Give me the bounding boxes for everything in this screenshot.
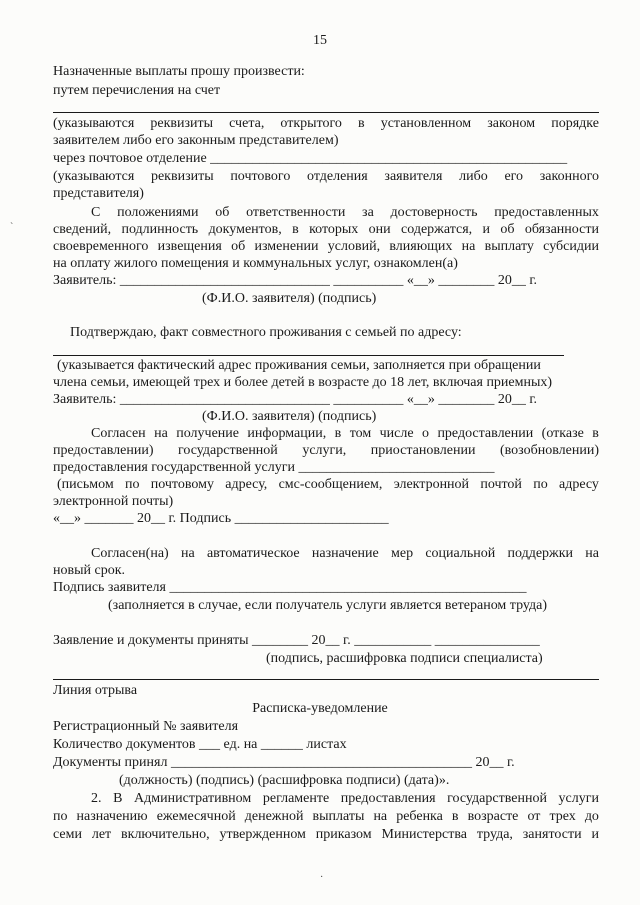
word: установленном bbox=[380, 116, 472, 131]
word: ответственности bbox=[246, 205, 346, 220]
address-note-line-1: (указывается фактический адрес проживания семьи, заполняется при обращении bbox=[57, 358, 541, 373]
word: почтового bbox=[230, 169, 291, 184]
word: денежной bbox=[244, 809, 304, 824]
word: документов, bbox=[208, 222, 282, 237]
word: в bbox=[592, 426, 599, 441]
page-number: 15 bbox=[313, 33, 327, 48]
word: на bbox=[154, 426, 168, 441]
word: за bbox=[362, 205, 374, 220]
word: услуги bbox=[558, 791, 599, 806]
word: изменении bbox=[254, 239, 319, 254]
word: (указываются bbox=[53, 116, 135, 131]
word: регламенте bbox=[262, 791, 330, 806]
word: на bbox=[373, 809, 388, 824]
post-office-line: через почтовое отделение ___________________________________________________ bbox=[53, 151, 568, 166]
word: числе bbox=[379, 426, 414, 441]
word: и bbox=[482, 222, 490, 237]
word: трех bbox=[549, 809, 576, 824]
word: отделения bbox=[307, 169, 368, 184]
word: 2. bbox=[91, 791, 102, 806]
word: в bbox=[451, 809, 459, 824]
word: почтой bbox=[480, 477, 522, 492]
auto-assign-line-2: новый срок. bbox=[53, 563, 126, 578]
word: влияющих bbox=[389, 239, 453, 254]
word: в bbox=[357, 116, 365, 131]
documents-received-line: Документы принял ___________________________________________ 20__ г. bbox=[53, 755, 515, 770]
word: в bbox=[292, 222, 299, 237]
word: по bbox=[124, 477, 140, 492]
word: предоставления bbox=[340, 791, 436, 806]
word: условий, bbox=[327, 239, 381, 254]
word: законом bbox=[487, 116, 536, 131]
word: адресу, bbox=[225, 477, 268, 492]
word: положениями bbox=[117, 205, 199, 220]
word: Согласен bbox=[91, 426, 146, 441]
word: законного bbox=[539, 169, 599, 184]
mail-note-line-2: электронной почты) bbox=[53, 494, 174, 509]
auto-assign-line-1 bbox=[91, 546, 599, 562]
paragraph-2-line-1 bbox=[91, 791, 599, 807]
word: В bbox=[113, 791, 123, 806]
word: об bbox=[231, 239, 246, 254]
document-count-line: Количество документов ___ ед. на ______ листах bbox=[53, 737, 347, 752]
consent-line-3: предоставления государственной услуги ____________________________ bbox=[53, 460, 495, 475]
word: приказом bbox=[315, 827, 372, 842]
word: автоматическое bbox=[206, 546, 300, 561]
paragraph-2-line-2 bbox=[53, 809, 599, 825]
word: Согласен(на) bbox=[91, 546, 169, 561]
word: содержатся, bbox=[401, 222, 473, 237]
responsibility-line-3 bbox=[53, 239, 599, 255]
word: включительно, bbox=[121, 827, 210, 842]
word: субсидии bbox=[543, 239, 599, 254]
word: выплаты bbox=[312, 809, 365, 824]
word: извещения bbox=[157, 239, 222, 254]
word: государственной bbox=[178, 443, 278, 458]
paragraph-2-line-3 bbox=[53, 827, 599, 843]
word: либо bbox=[459, 169, 488, 184]
word: обязанности bbox=[524, 222, 599, 237]
word: открытого bbox=[280, 116, 342, 131]
word: своевременного bbox=[53, 239, 149, 254]
address-note-line-2: члена семьи, имеющей трех и более детей в возрасте до 18 лет, включая приемных) bbox=[53, 375, 553, 390]
word: заявителя bbox=[384, 169, 443, 184]
word: на bbox=[461, 239, 476, 254]
word: предоставлении) bbox=[53, 443, 154, 458]
address-blank-line bbox=[53, 355, 564, 356]
word: об bbox=[500, 222, 515, 237]
word: назначение bbox=[311, 546, 379, 561]
word: об bbox=[215, 205, 230, 220]
word: на bbox=[180, 546, 195, 561]
date-signature-line: «__» _______ 20__ г. Подпись ______________________ bbox=[53, 511, 389, 526]
word: ребенка bbox=[396, 809, 443, 824]
word: смс-сообщением, bbox=[278, 477, 383, 492]
word: от bbox=[527, 809, 541, 824]
word: (отказе bbox=[541, 426, 584, 441]
documents-accepted-caption: (подпись, расшифровка подписи специалиста) bbox=[266, 651, 543, 666]
word: семи bbox=[53, 827, 82, 842]
word: Министерства bbox=[381, 827, 467, 842]
word: электронной bbox=[393, 477, 470, 492]
word: поддержки bbox=[507, 546, 574, 561]
receipt-title: Расписка-уведомление bbox=[252, 701, 388, 716]
word: Административном bbox=[134, 791, 252, 806]
documents-accepted-line: Заявление и документы приняты ________ 20__ г. ___________ _______________ bbox=[53, 633, 540, 648]
cut-line-label: Линия отрыва bbox=[53, 683, 138, 698]
word: информации, bbox=[247, 426, 327, 441]
word: достоверность bbox=[390, 205, 478, 220]
word: лет bbox=[91, 827, 112, 842]
word: о bbox=[422, 426, 430, 441]
word: счета, bbox=[229, 116, 265, 131]
scan-speck: · bbox=[320, 872, 324, 883]
word: С bbox=[91, 205, 101, 220]
payout-line-2: путем перечисления на счет bbox=[53, 83, 221, 98]
word: возрасте bbox=[467, 809, 519, 824]
scan-speck: ` bbox=[10, 222, 14, 233]
word: по bbox=[53, 809, 68, 824]
responsibility-line-4: на оплату жилого помещения и коммунальных услуг, ознакомлен(а) bbox=[53, 256, 458, 271]
documents-received-caption: (должность) (подпись) (расшифровка подписи) (дата)». bbox=[119, 773, 450, 788]
word: приостановлении bbox=[370, 443, 476, 458]
word: том bbox=[349, 426, 372, 441]
word: до bbox=[584, 809, 599, 824]
word: реквизиты bbox=[150, 169, 214, 184]
word: назначению bbox=[76, 809, 148, 824]
word: труда, bbox=[476, 827, 513, 842]
word: сведений, bbox=[53, 222, 112, 237]
applicant-signature-line-1: Заявитель: ______________________________ __________ «__» ________ 20__ г. bbox=[53, 273, 538, 288]
veteran-note: (заполняется в случае, если получатель услуги является ветераном труда) bbox=[108, 598, 548, 613]
word: утвержденном bbox=[219, 827, 306, 842]
applicant-signature-line-3: Подпись заявителя ___________________________________________________ bbox=[53, 580, 527, 595]
word: и bbox=[591, 827, 599, 842]
word: предоставленных bbox=[494, 205, 599, 220]
word: по bbox=[533, 477, 548, 492]
word: в bbox=[334, 426, 342, 441]
cohabitation-confirm: Подтверждаю, факт совместного проживания с семьей по адресу: bbox=[70, 325, 462, 340]
word: на bbox=[585, 546, 599, 561]
account-note-line-1 bbox=[53, 116, 599, 132]
word: ежемесячной bbox=[156, 809, 236, 824]
word: социальной bbox=[425, 546, 496, 561]
word: они bbox=[368, 222, 391, 237]
account-blank-line bbox=[53, 112, 599, 113]
word: (указываются bbox=[53, 169, 135, 184]
applicant-signature-caption-2: (Ф.И.О. заявителя) (подпись) bbox=[202, 409, 377, 424]
word: выплату bbox=[484, 239, 534, 254]
word: мер bbox=[391, 546, 414, 561]
word: государственной bbox=[447, 791, 547, 806]
applicant-signature-caption-1: (Ф.И.О. заявителя) (подпись) bbox=[202, 291, 377, 306]
word: его bbox=[504, 169, 524, 184]
word: занятости bbox=[522, 827, 582, 842]
word: услуги, bbox=[302, 443, 347, 458]
word: получение bbox=[176, 426, 239, 441]
cut-line-rule bbox=[53, 679, 599, 680]
consent-line-1 bbox=[91, 426, 599, 442]
word: реквизиты bbox=[150, 116, 214, 131]
responsibility-line-2 bbox=[53, 222, 599, 238]
registration-number-line: Регистрационный № заявителя bbox=[53, 719, 239, 734]
post-note-line-1 bbox=[53, 169, 599, 185]
word: которых bbox=[309, 222, 359, 237]
mail-note-line-1 bbox=[57, 477, 599, 493]
payout-line-1: Назначенные выплаты прошу произвести: bbox=[53, 64, 305, 79]
word: порядке bbox=[551, 116, 599, 131]
word: предоставлении bbox=[437, 426, 534, 441]
word: (возобновлении) bbox=[499, 443, 599, 458]
responsibility-line-1 bbox=[91, 205, 599, 221]
consent-line-2 bbox=[53, 443, 599, 459]
word: адресу bbox=[559, 477, 599, 492]
word: подлинность bbox=[121, 222, 199, 237]
applicant-signature-line-2: Заявитель: ______________________________ __________ «__» ________ 20__ г. bbox=[53, 392, 538, 407]
word: почтовому bbox=[150, 477, 214, 492]
word: (письмом bbox=[57, 477, 114, 492]
account-note-line-2: заявителем либо его законным представителем) bbox=[53, 133, 339, 148]
post-note-line-2: представителя) bbox=[53, 186, 144, 201]
